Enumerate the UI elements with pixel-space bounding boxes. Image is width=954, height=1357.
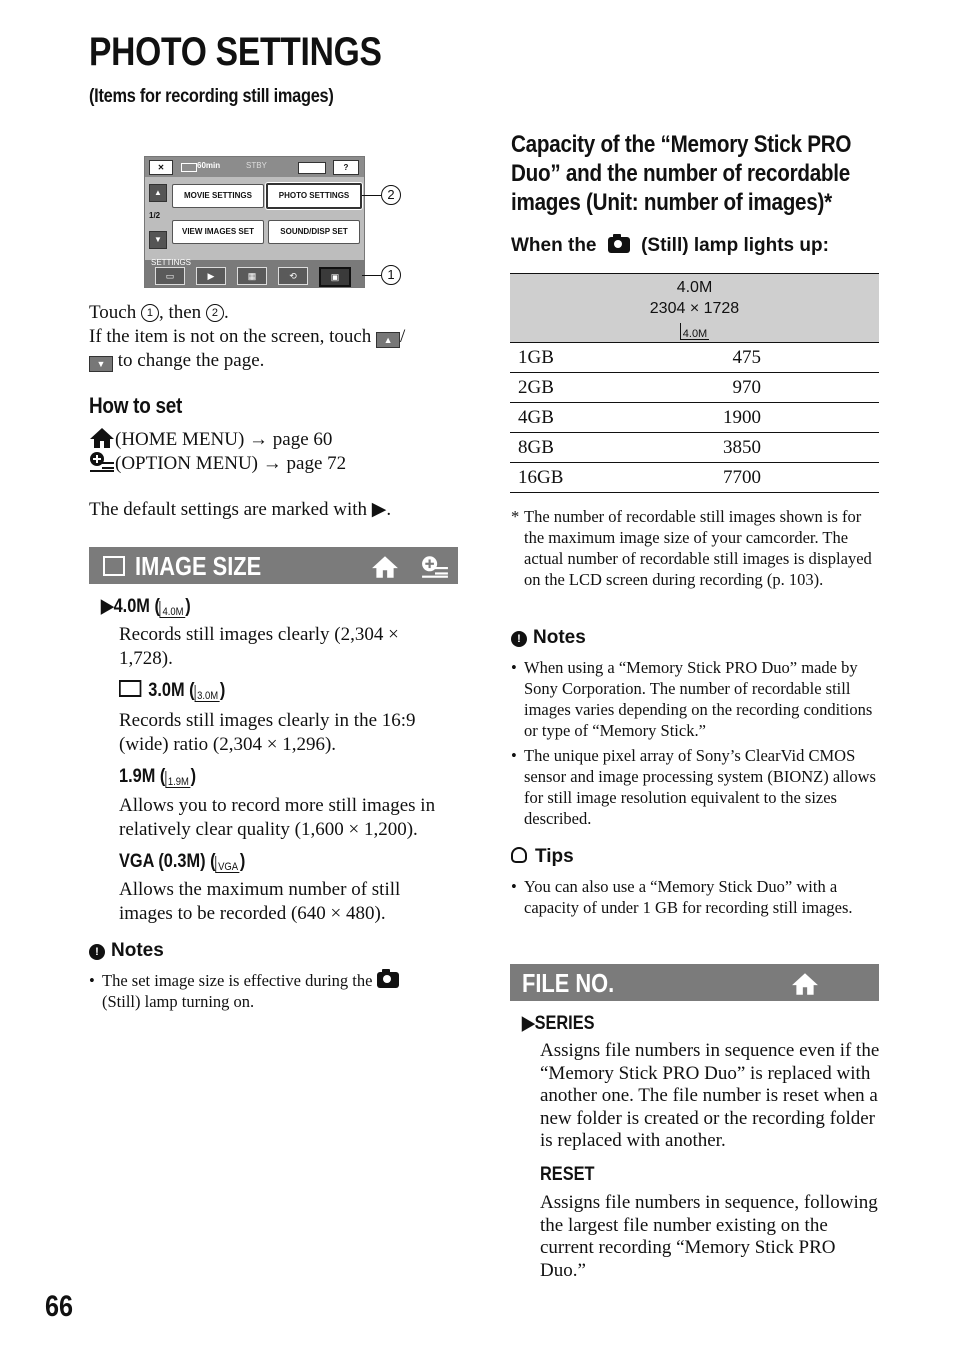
photo-settings-button[interactable]: PHOTO SETTINGS bbox=[266, 183, 362, 209]
notes-heading-left bbox=[89, 940, 164, 962]
intro-then: , then bbox=[158, 302, 202, 323]
tip-1: • You can also use a “Memory Stick Duo” with a capacity of under 1 GB for recording still images. bbox=[511, 876, 879, 918]
lcd-battery-time: 60min bbox=[197, 161, 221, 170]
sound-disp-set-button[interactable]: SOUND/DISP SET bbox=[268, 220, 360, 244]
tips-heading-text: Tips bbox=[535, 846, 574, 867]
lcd-status: STBY bbox=[246, 161, 267, 170]
table-row bbox=[510, 463, 879, 493]
file-no-label: FILE NO. bbox=[522, 968, 615, 998]
table-cell-size: 4GB bbox=[510, 403, 611, 433]
option-3-0m bbox=[119, 680, 225, 702]
image-size-label: IMAGE SIZE bbox=[135, 551, 262, 581]
size-4-0m-icon: 4.0M bbox=[160, 601, 185, 618]
size-4-0m-icon: 4.0M bbox=[680, 323, 709, 340]
notes-heading-text: Notes bbox=[533, 627, 586, 648]
arrow-icon: → bbox=[262, 453, 282, 474]
notes-heading-text: Notes bbox=[111, 940, 164, 961]
tip-text: You can also use a “Memory Stick Duo” with a capacity of under 1 GB for recording still images. bbox=[524, 877, 853, 917]
callout-2: 2 bbox=[381, 185, 401, 205]
size-1-9m-icon: 1.9M bbox=[165, 771, 190, 788]
file-no-band bbox=[510, 964, 879, 1001]
footnote-mark: * bbox=[511, 507, 520, 526]
lcd-screen-illustration bbox=[144, 156, 365, 288]
table-cell-count: 970 bbox=[611, 373, 879, 403]
table-row bbox=[510, 433, 879, 463]
table-cell-count: 3850 bbox=[611, 433, 879, 463]
camera-tab-icon[interactable]: ▭ bbox=[155, 267, 185, 285]
default-note: The default settings are marked with ▶. bbox=[89, 499, 392, 520]
notes-icon: ! bbox=[89, 944, 105, 960]
how-to-set-option bbox=[89, 451, 469, 476]
option-label: 3.0M ( bbox=[148, 680, 195, 701]
note-left-1: • The set image size is effective during the (Still) lamp turning on. bbox=[89, 970, 449, 1012]
table-cell-size: 16GB bbox=[510, 463, 611, 493]
table-row bbox=[510, 403, 879, 433]
option-label: 1.9M ( bbox=[119, 766, 166, 787]
page-down-icon: ▼ bbox=[89, 356, 113, 372]
camera-icon bbox=[608, 237, 630, 253]
page-up-icon: ▲ bbox=[376, 332, 400, 348]
option-1-9m bbox=[119, 766, 196, 788]
page-down-icon[interactable]: ▼ bbox=[149, 231, 167, 249]
option-4-0m bbox=[101, 595, 191, 618]
home-icon bbox=[791, 972, 819, 996]
view-images-set-button[interactable]: VIEW IMAGES SET bbox=[172, 220, 264, 244]
home-menu-page: page 60 bbox=[272, 429, 333, 450]
capacity-table bbox=[510, 273, 879, 493]
option-close: ) bbox=[190, 766, 197, 787]
intro-slash: / bbox=[400, 326, 406, 347]
page-up-icon[interactable]: ▲ bbox=[149, 184, 167, 202]
note-text: When using a “Memory Stick PRO Duo” made by Sony Corporation. The number of recordable still images varies depending on the recording conditions or type of “Memory Stick.” bbox=[524, 658, 873, 740]
default-marker-icon: ▶ bbox=[522, 1013, 535, 1034]
option-1-9m-desc: Allows you to record more still images in relatively clear quality (1,600 × 1,200). bbox=[119, 795, 436, 840]
media-icon bbox=[298, 162, 326, 174]
lightbulb-icon bbox=[511, 847, 527, 863]
option-close: ) bbox=[239, 851, 246, 872]
lcd-settings-label: SETTINGS bbox=[151, 258, 192, 267]
play-tab-icon[interactable]: ▶ bbox=[196, 267, 226, 285]
default-marker-icon: ▶ bbox=[371, 499, 387, 520]
table-cell-count: 475 bbox=[611, 343, 879, 373]
intro-text: Touch 1 , then 2 . If the item is not on the screen, touch ▲ / ▼ to change the page. bbox=[89, 302, 406, 371]
page-title: PHOTO SETTINGS bbox=[89, 30, 382, 74]
edit-tab-icon[interactable]: ⟲ bbox=[278, 267, 308, 285]
option-label: VGA (0.3M) ( bbox=[119, 851, 216, 872]
image-size-icon bbox=[103, 556, 125, 576]
notes-heading-right bbox=[511, 627, 586, 649]
size-3-0m-icon: 3.0M bbox=[195, 685, 220, 702]
option-icon bbox=[421, 555, 449, 579]
note-text: The unique pixel array of Sony’s ClearVid CMOS sensor and image processing system (BIONZ) allows for still image resolution equivalent to the sizes described. bbox=[524, 746, 876, 828]
option-menu-page: page 72 bbox=[286, 453, 347, 474]
table-cell-size: 8GB bbox=[510, 433, 611, 463]
movie-settings-button[interactable]: MOVIE SETTINGS bbox=[172, 184, 264, 208]
circle-1: 1 bbox=[141, 304, 159, 322]
table-cell-count: 7700 bbox=[611, 463, 879, 493]
option-menu-text: (OPTION MENU) bbox=[115, 453, 259, 474]
arrow-icon: → bbox=[249, 429, 269, 450]
when-text-b: (Still) lamp lights up: bbox=[641, 235, 829, 256]
lcd-close-button[interactable]: ✕ bbox=[149, 160, 173, 175]
intro-line2: If the item is not on the screen, touch bbox=[89, 326, 372, 347]
option-close: ) bbox=[185, 596, 191, 617]
default-marker-icon: ▶ bbox=[101, 596, 114, 617]
table-header-row bbox=[510, 274, 879, 343]
intro-touch: Touch bbox=[89, 302, 137, 323]
notes-icon: ! bbox=[511, 631, 527, 647]
option-vga bbox=[119, 851, 245, 873]
toolbox-tab-icon[interactable]: ▣ bbox=[319, 267, 351, 287]
how-to-set-home bbox=[89, 427, 469, 452]
option-series bbox=[522, 1012, 595, 1035]
grid-tab-icon[interactable]: ▦ bbox=[237, 267, 267, 285]
home-icon bbox=[89, 427, 115, 449]
page-number: 66 bbox=[45, 1290, 74, 1323]
capacity-footnote bbox=[511, 506, 879, 590]
intro-line3: to change the page. bbox=[117, 350, 265, 371]
callout-line-2 bbox=[362, 195, 381, 196]
lcd-page-indicator: 1/2 bbox=[149, 211, 161, 220]
option-icon bbox=[89, 451, 115, 473]
lcd-help-button[interactable]: ? bbox=[333, 160, 359, 175]
header-size: 4.0M bbox=[676, 279, 713, 296]
tips-heading bbox=[511, 846, 574, 868]
how-to-set-heading: How to set bbox=[89, 393, 183, 418]
callout-line-1 bbox=[362, 275, 381, 276]
lcd-status-bar bbox=[145, 157, 364, 177]
note-text-a: The set image size is effective during the bbox=[102, 971, 373, 990]
option-3-0m-desc: Records still images clearly in the 16:9 (wide) ratio (2,304 × 1,296). bbox=[119, 710, 416, 755]
when-text-a: When the bbox=[511, 235, 597, 256]
default-note-text: The default settings are marked with bbox=[89, 499, 368, 520]
table-row bbox=[510, 343, 879, 373]
series-desc: Assigns file numbers in sequence even if the “Memory Stick PRO Duo” is replaced with another one. The file number is reset when a new folder is created or the recording folder is replaced with another. bbox=[540, 1040, 880, 1151]
reset-desc: Assigns file numbers in sequence, following the largest file number existing on the current recording “Memory Stick PRO Duo.” bbox=[540, 1192, 878, 1281]
option-reset: RESET bbox=[540, 1164, 595, 1185]
home-menu-text: (HOME MENU) bbox=[115, 429, 245, 450]
option-label: 4.0M ( bbox=[113, 596, 160, 617]
page-subtitle: (Items for recording still images) bbox=[89, 86, 334, 107]
home-icon bbox=[371, 555, 399, 579]
option-vga-desc: Allows the maximum number of still images to be recorded (640 × 480). bbox=[119, 879, 401, 924]
table-cell-count: 1900 bbox=[611, 403, 879, 433]
table-row bbox=[510, 373, 879, 403]
option-4-0m-desc: Records still images clearly (2,304 × 1,728). bbox=[119, 624, 399, 669]
note-text-b: (Still) lamp turning on. bbox=[102, 992, 255, 1011]
camera-icon bbox=[377, 972, 399, 988]
table-cell-size: 2GB bbox=[510, 373, 611, 403]
series-label: SERIES bbox=[534, 1013, 595, 1034]
image-size-band bbox=[89, 547, 458, 584]
capacity-heading: Capacity of the “Memory Stick PRO Duo” and the number of recordable images (Unit: number of images)* bbox=[511, 131, 852, 216]
circle-2: 2 bbox=[206, 304, 224, 322]
callout-1: 1 bbox=[381, 265, 401, 285]
note-right-1: • When using a “Memory Stick PRO Duo” made by Sony Corporation. The number of recordable still images varies depending on the recording conditions or type of “Memory Stick.” bbox=[511, 657, 879, 741]
footnote-text: The number of recordable still images shown is for the maximum image size of your camcorder. The actual number of recordable still images is displayed on the LCD screen during recording (p. 103). bbox=[524, 507, 872, 589]
battery-icon bbox=[181, 163, 197, 172]
note-right-2: • The unique pixel array of Sony’s ClearVid CMOS sensor and image processing system (BIONZ) allows for still image resolution equivalent to the sizes described. bbox=[511, 745, 879, 829]
table-header bbox=[510, 274, 879, 343]
option-close: ) bbox=[219, 680, 226, 701]
table-cell-size: 1GB bbox=[510, 343, 611, 373]
header-resolution: 2304 × 1728 bbox=[649, 300, 740, 317]
wide-icon bbox=[119, 680, 141, 697]
size-vga-icon: VGA bbox=[216, 856, 240, 873]
capacity-when bbox=[511, 235, 829, 257]
